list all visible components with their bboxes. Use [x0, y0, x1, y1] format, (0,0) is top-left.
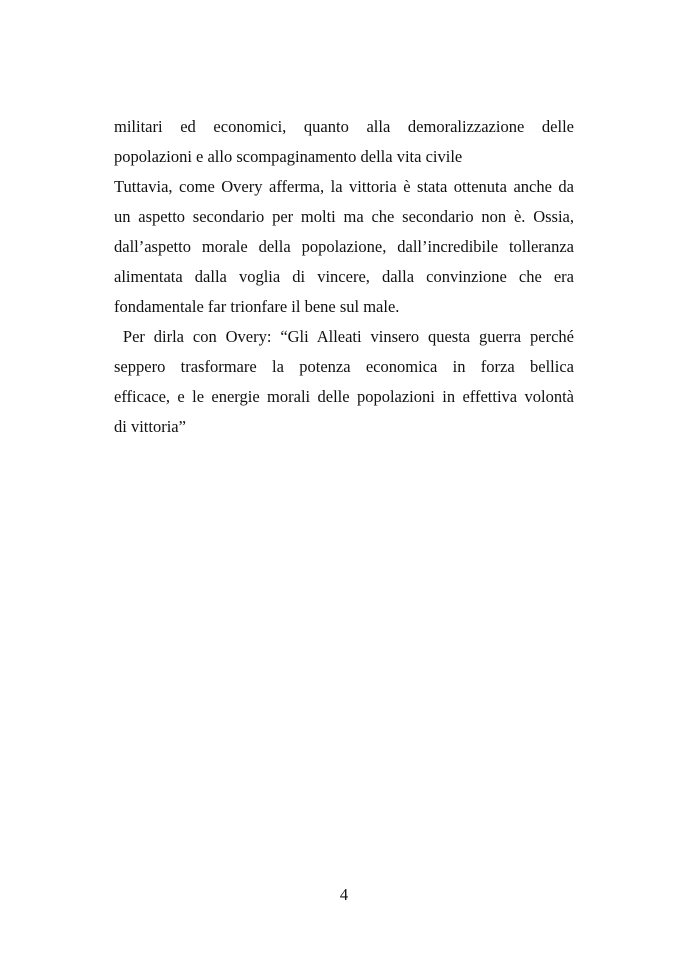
page-number: 4 — [339, 885, 349, 904]
body-text — [114, 112, 574, 442]
text-line-1: militari ed economici, quanto alla demoralizzazione delle — [114, 117, 574, 136]
text-line-11: di vittoria” — [114, 417, 186, 436]
text-line-8: Per dirla con Overy: “Gli Alleati vinsero questa guerra perché — [114, 327, 574, 346]
text-line-2: popolazioni e allo scompaginamento della vita civile — [114, 147, 463, 166]
text-line-10: efficace, e le energie morali delle popolazioni in effettiva volontà — [114, 387, 574, 406]
text-line-3: Tuttavia, come Overy afferma, la vittoria è stata ottenuta anche da — [114, 177, 574, 196]
text-line-7: fondamentale far trionfare il bene sul male. — [114, 297, 400, 316]
text-line-4: un aspetto secondario per molti ma che secondario non è. Ossia, — [114, 207, 574, 226]
text-line-9: seppero trasformare la potenza economica in forza bellica — [114, 357, 574, 376]
text-line-6: alimentata dalla voglia di vincere, dalla convinzione che era — [114, 267, 574, 286]
text-line-5: dall’aspetto morale della popolazione, dall’incredibile tolleranza — [114, 237, 574, 256]
